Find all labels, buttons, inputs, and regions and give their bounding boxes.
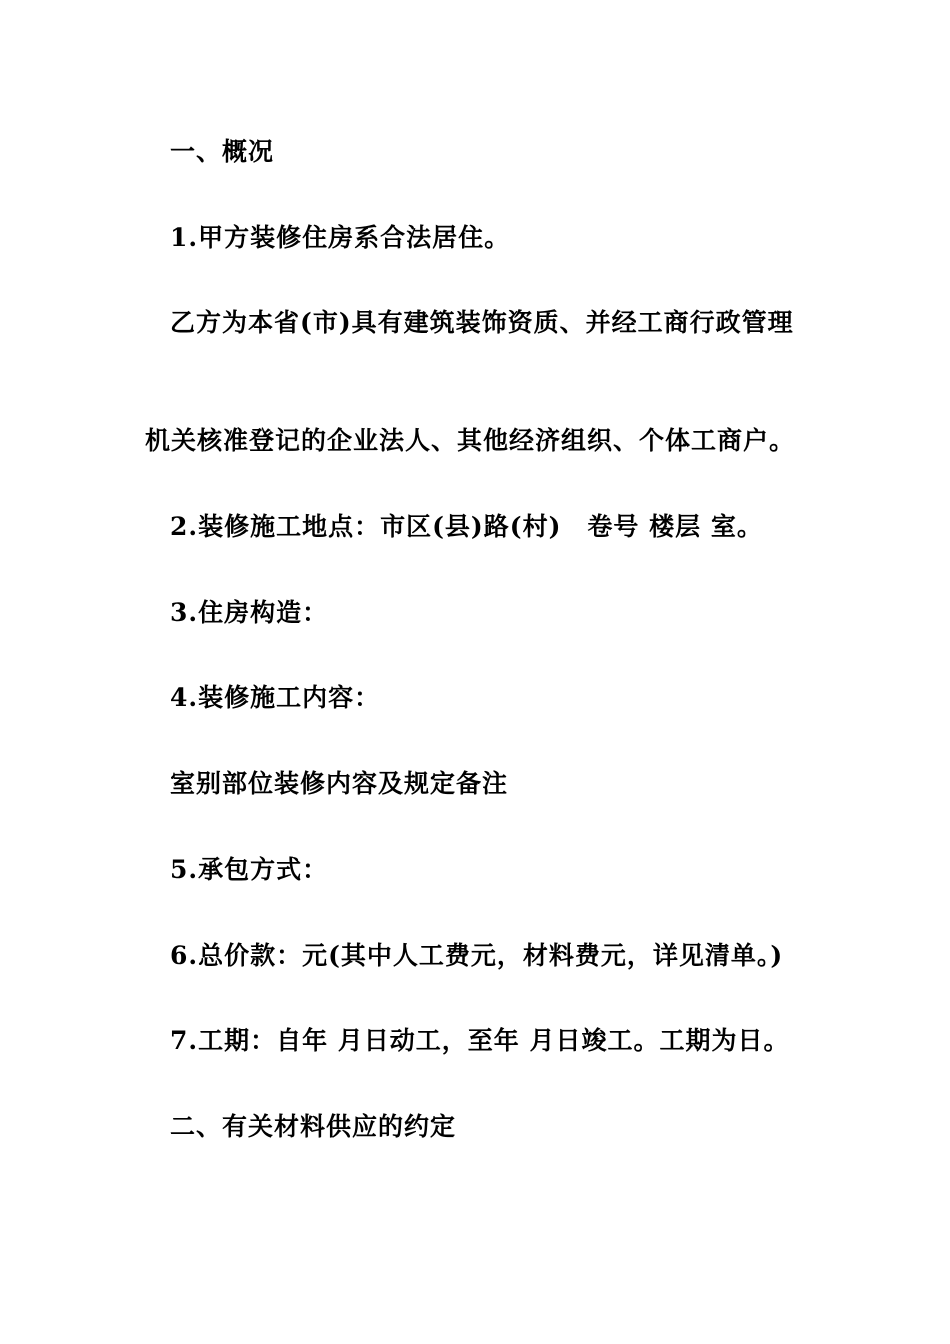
paragraph-item-6: 6.总价款：元(其中人工费元，材料费元，详见清单。): [170, 941, 784, 970]
paragraph-item-7: 7.工期：自年 月日动工，至年 月日竣工。工期为日。: [170, 1026, 790, 1055]
paragraph-room-content: 室别部位装修内容及规定备注: [170, 769, 509, 798]
paragraph-item-1: 1.甲方装修住房系合法居住。: [170, 223, 511, 252]
paragraph-item-3: 3.住房构造：: [170, 598, 329, 627]
paragraph-party-b-line-1: 乙方为本省(市)具有建筑装饰资质、并经工商行政管理: [170, 308, 794, 337]
paragraph-party-b-line-2: 机关核准登记的企业法人、其他经济组织、个体工商户。: [145, 426, 796, 455]
paragraph-item-4: 4.装修施工内容：: [170, 683, 381, 712]
paragraph-item-2: 2.装修施工地点：市区(县)路(村) 卷号 楼层 室。: [170, 512, 763, 541]
section-heading-overview: 一、概况: [170, 137, 275, 166]
section-heading-materials: 二、有关材料供应的约定: [170, 1112, 457, 1141]
paragraph-item-5: 5.承包方式：: [170, 855, 329, 884]
